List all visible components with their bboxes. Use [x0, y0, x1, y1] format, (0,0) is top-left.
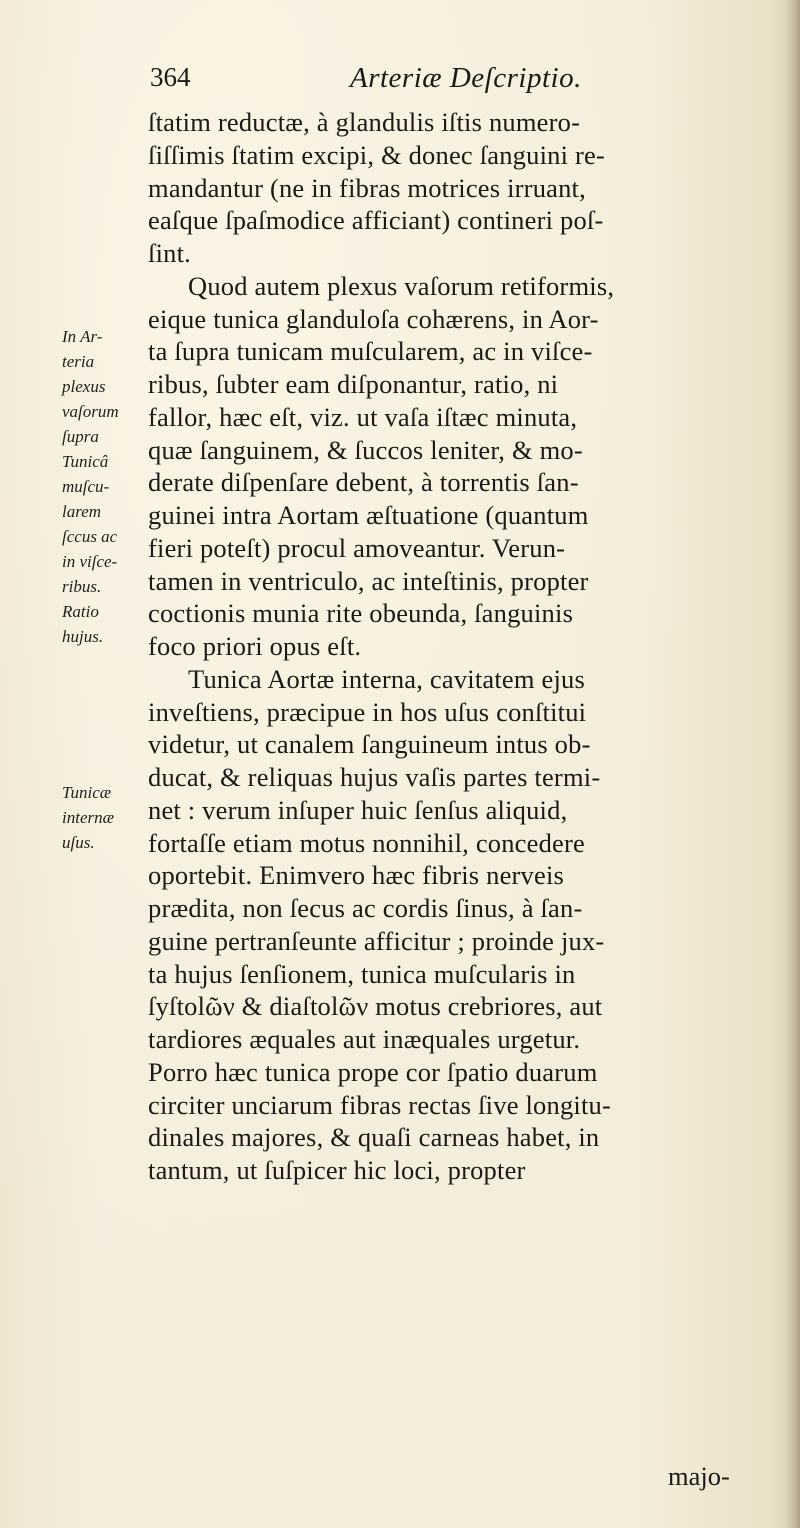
text-line: eaſque ſpaſmodice afficiant) contineri poſ-: [148, 205, 604, 236]
text-line: ribus, ſubter eam diſponantur, ratio, ni: [148, 369, 559, 399]
catchword: majo-: [668, 1461, 730, 1491]
text-line: ta hujus ſenſionem, tunica muſcularis in: [148, 958, 576, 989]
text-line: ta ſupra tunicam muſcularem, ac in viſce-: [148, 336, 593, 367]
margin-note-line: ribus.: [62, 577, 102, 596]
text-line: ſiſſimis ſtatim excipi, & donec ſanguini re-: [148, 139, 605, 170]
text-line: guinei intra Aortam æſtuatione (quantum: [148, 500, 589, 530]
text-line: mandantur (ne in fibras motrices irruant,: [148, 172, 586, 203]
margin-note-line: uſus.: [62, 833, 95, 852]
margin-note-line: larem: [62, 502, 102, 521]
text-line: Porro hæc tunica prope cor ſpatio duarum: [148, 1056, 598, 1087]
text-line: oportebit. Enimvero hæc fibris nerveis: [148, 860, 565, 891]
page-number: 364: [150, 62, 191, 92]
text-line: dinales majores, & quaſi carneas habet, in: [148, 1122, 600, 1153]
text-line: ſint.: [148, 238, 191, 268]
text-line: circiter unciarum fibras rectas ſive longitu-: [148, 1089, 611, 1120]
text-line: prædita, non ſecus ac cordis ſinus, à ſan-: [148, 893, 583, 923]
margin-note-line: vaſorum: [62, 402, 119, 421]
margin-note-line: internæ: [62, 808, 114, 827]
margin-note-line: teria: [62, 352, 95, 371]
text-line: ducat, & reliquas hujus vaſis partes termi-: [148, 762, 601, 792]
margin-note-plexus: [62, 324, 142, 649]
margin-note-line: Tunicâ: [62, 452, 109, 471]
text-line: coctionis munia rite obeunda, ſanguinis: [148, 598, 574, 629]
margin-note-tunica: [62, 780, 142, 855]
text-line: fallor, hæc eſt, viz. ut vaſa iſtæc minuta,: [148, 401, 578, 432]
text-line: fieri poteſt) procul amoveantur. Verun-: [148, 532, 566, 563]
text-line: guine pertranſeunte afficitur ; proinde jux-: [148, 925, 605, 956]
text-line: foco priori opus eſt.: [148, 631, 362, 661]
body-text: [148, 106, 778, 1187]
margin-note-line: ſupra: [62, 427, 99, 446]
text-line: derate diſpenſare debent, à torrentis ſan-: [148, 467, 579, 498]
page-gutter-shadow: [786, 0, 800, 1528]
margin-note-line: Tunicæ: [62, 783, 112, 802]
paragraph-start-line: Quod autem plexus vaſorum retiformis,: [188, 270, 615, 301]
text-line: inveſtiens, præcipue in hos uſus conſtitui: [148, 696, 587, 727]
paragraph-start-line: Tunica Aortæ interna, cavitatem ejus: [188, 663, 586, 694]
margin-note-line: muſcu-: [62, 477, 110, 496]
text-line: quæ ſanguinem, & ſuccos leniter, & mo-: [148, 434, 583, 465]
text-line: tamen in ventriculo, ac inteſtinis, propter: [148, 565, 589, 596]
text-line: ſyſtolῶν & diaſtolῶν motus crebriores, aut: [148, 991, 603, 1022]
text-line: videtur, ut canalem ſanguineum intus ob-: [148, 729, 591, 760]
margin-note-line: ſccus ac: [62, 527, 118, 546]
margin-note-line: in viſce-: [62, 552, 118, 571]
margin-note-line: plexus: [62, 377, 106, 396]
text-line: tardiores æquales aut inæquales urgetur.: [148, 1024, 581, 1054]
page-header: [150, 62, 750, 102]
margin-note-line: hujus.: [62, 627, 104, 646]
text-line: fortaſſe etiam motus nonnihil, concedere: [148, 827, 586, 858]
text-line: tantum, ut ſuſpicer hic loci, propter: [148, 1155, 526, 1185]
text-line: ſtatim reductæ, à glandulis iſtis numero-: [148, 107, 581, 137]
running-title: Arteriæ Deſcriptio.: [350, 62, 582, 94]
text-line: eique tunica glanduloſa cohærens, in Aor-: [148, 303, 599, 334]
margin-note-line: Ratio: [62, 602, 99, 621]
margin-note-line: In Ar-: [62, 327, 103, 346]
text-line: net : verum inſuper huic ſenſus aliquid,: [148, 794, 568, 825]
